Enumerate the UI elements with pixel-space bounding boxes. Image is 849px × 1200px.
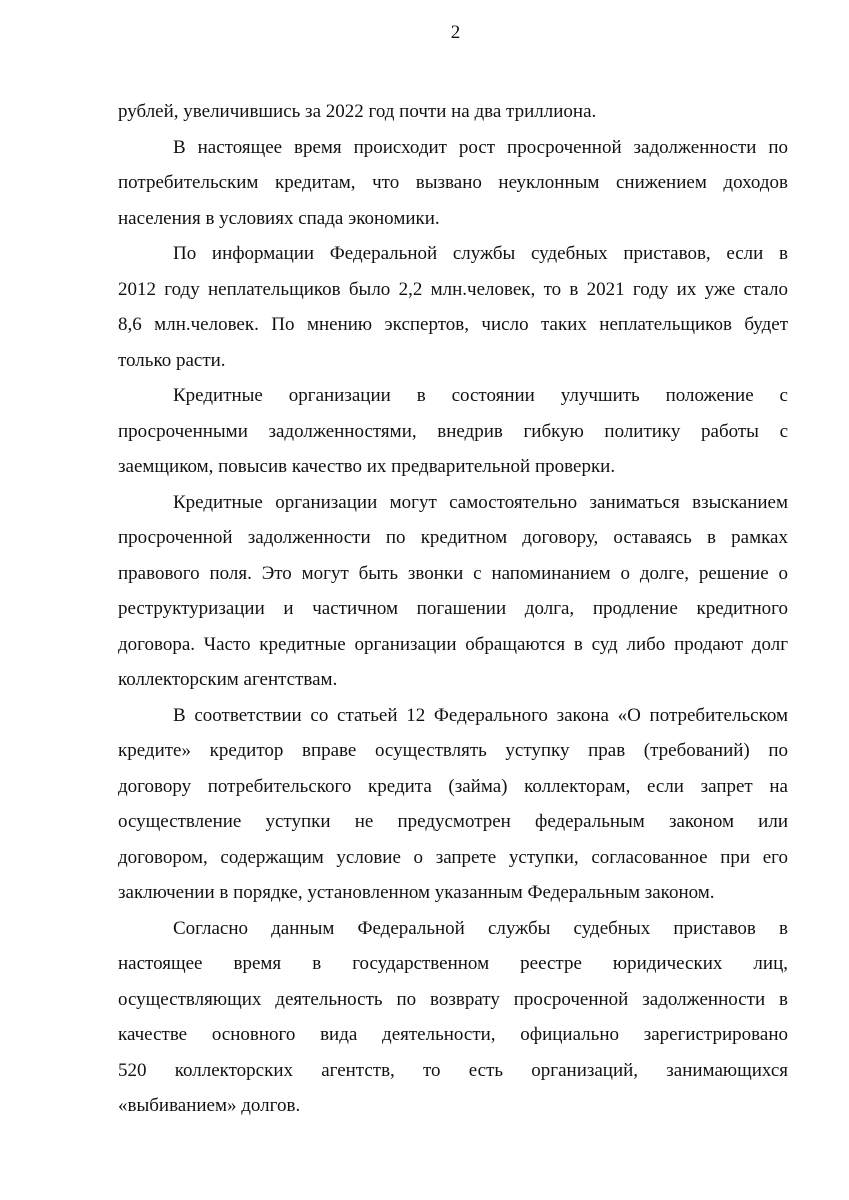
paragraph	[118, 911, 788, 1124]
paragraph	[118, 698, 788, 911]
text-line: рублей, увеличившись за 2022 год почти на два триллиона.	[118, 101, 597, 122]
text-line: договора. Часто кредитные организации обращаются в суд либо продают долг	[118, 633, 788, 655]
text-line: Кредитные организации в состоянии улучшить положение с	[173, 385, 788, 406]
text-line: По информации Федеральной службы судебных приставов, если в	[173, 243, 788, 264]
text-line: просроченной задолженности по кредитном договору, оставаясь в рамках	[118, 527, 788, 548]
paragraph	[118, 378, 788, 485]
text-line: коллекторским агентствам.	[118, 669, 338, 690]
text-line: Согласно данным Федеральной службы судебных приставов в	[173, 917, 788, 939]
text-line: «выбиванием» долгов.	[118, 1095, 301, 1116]
paragraph	[118, 236, 788, 378]
text-line: только расти.	[118, 349, 226, 371]
text-line: осуществление уступки не предусмотрен федеральным законом или	[118, 811, 788, 832]
text-line: заемщиком, повысив качество их предварительной проверки.	[118, 456, 616, 477]
paragraph	[118, 130, 788, 237]
text-line: В настоящее время происходит рост просроченной задолженности по	[173, 136, 788, 158]
text-line: 2012 году неплательщиков было 2,2 млн.человек, то в 2021 году их уже стало	[118, 278, 788, 300]
text-line: Кредитные организации могут самостоятельно заниматься взысканием	[173, 491, 788, 513]
text-line: 8,6 млн.человек. По мнению экспертов, число таких неплательщиков будет	[118, 314, 788, 335]
page-number: 2	[450, 22, 461, 43]
document-body	[118, 94, 788, 1124]
text-line: заключении в порядке, установленном указанным Федеральным законом.	[118, 882, 715, 903]
text-line: качестве основного вида деятельности, официально зарегистрировано	[118, 1024, 788, 1045]
paragraph	[118, 94, 788, 130]
text-line: правового поля. Это могут быть звонки с напоминанием о долге, решение о	[118, 562, 788, 584]
text-line: настоящее время в государственном реестре юридических лиц,	[118, 953, 788, 974]
text-line: населения в условиях спада экономики.	[118, 207, 440, 229]
text-line: реструктуризации и частичном погашении долга, продление кредитного	[118, 598, 788, 619]
text-line: договору потребительского кредита (займа) коллекторам, если запрет на	[118, 775, 788, 797]
paragraph	[118, 485, 788, 698]
text-line: договором, содержащим условие о запрете уступки, согласованное при его	[118, 846, 788, 868]
text-line: кредите» кредитор вправе осуществлять уступку прав (требований) по	[118, 740, 788, 761]
text-line: просроченными задолженностями, внедрив гибкую политику работы с	[118, 420, 788, 442]
text-line: 520 коллекторских агентств, то есть организаций, занимающихся	[118, 1059, 788, 1081]
text-line: осуществляющих деятельность по возврату просроченной задолженности в	[118, 988, 788, 1010]
text-line: В соответствии со статьей 12 Федерального закона «О потребительском	[173, 704, 788, 726]
text-line: потребительским кредитам, что вызвано неуклонным снижением доходов	[118, 172, 788, 193]
